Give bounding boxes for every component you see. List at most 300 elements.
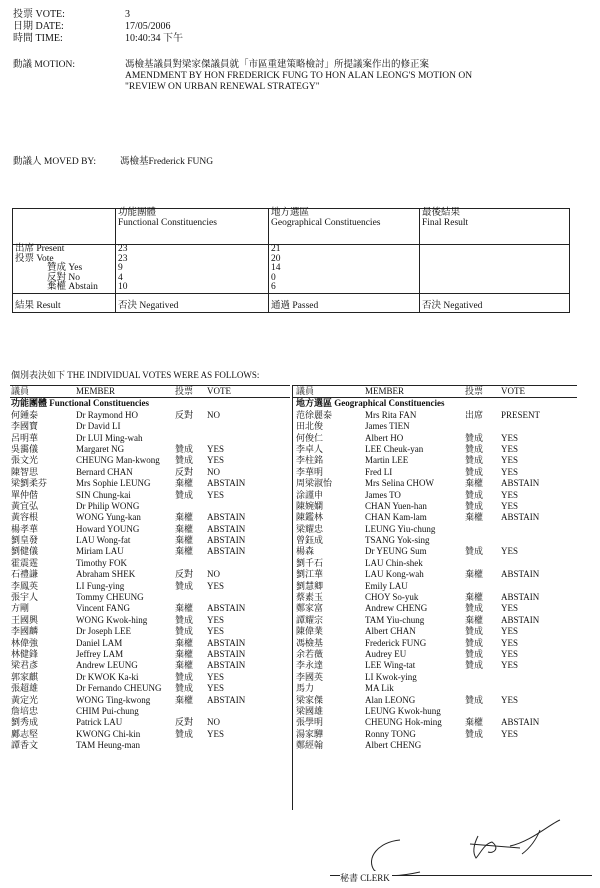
- geographical-section-title: 地方選區 Geographical Constituencies: [296, 398, 445, 409]
- abstain-label: 棄權 Abstain: [47, 282, 98, 293]
- vote-english: ABSTAIN: [501, 614, 540, 625]
- vote-english: YES: [501, 626, 519, 637]
- vote-english: ABSTAIN: [207, 478, 246, 489]
- vote-chinese: 棄權: [175, 603, 194, 614]
- member-name-chinese: 梁家傑: [296, 694, 324, 705]
- motion-label: 動議 MOTION:: [13, 60, 76, 70]
- geographical-members: [293, 410, 577, 752]
- member-row: [10, 649, 290, 660]
- motion-title-english-cont: "REVIEW ON URBAN RENEWAL STRATEGY": [125, 82, 320, 92]
- member-name-english: Howard YOUNG: [76, 523, 140, 534]
- member-name-chinese: 余若薇: [296, 648, 324, 659]
- vote-chinese: 贊成: [175, 614, 194, 625]
- vote-english: YES: [207, 626, 225, 637]
- vote-chinese: 棄權: [465, 614, 484, 625]
- member-name-english: CHIM Pui-chung: [76, 705, 139, 716]
- gc-result: 通過 Passed: [269, 293, 420, 312]
- fc-abstain: 10: [118, 282, 128, 293]
- vote-english: YES: [501, 546, 519, 557]
- member-name-english: Martin LEE: [365, 455, 409, 466]
- vote-chinese: 反對: [175, 409, 194, 420]
- vote-chinese: 棄權: [465, 512, 484, 523]
- member-name-english: Dr David LI: [76, 421, 121, 432]
- member-row: [10, 467, 290, 478]
- member-row: [10, 490, 290, 501]
- member-row: [10, 410, 290, 421]
- member-row: [10, 558, 290, 569]
- member-row: [10, 524, 290, 535]
- member-row: [293, 581, 577, 592]
- member-row: [293, 478, 577, 489]
- member-row: [293, 695, 577, 706]
- yes-label: 贊成 Yes: [47, 263, 83, 274]
- vote-english: ABSTAIN: [207, 523, 246, 534]
- member-name-english: Frederick FUNG: [365, 637, 427, 648]
- vote-english: ABSTAIN: [501, 717, 540, 728]
- member-name-english: Dr Joseph LEE: [76, 626, 131, 637]
- member-name-english: Fred LI: [365, 466, 393, 477]
- vote-chinese: 贊成: [175, 626, 194, 637]
- member-name-english: Bernard CHAN: [76, 466, 133, 477]
- member-name-chinese: 陳鑑林: [296, 512, 324, 523]
- final-result-header: 最後結果 Final Result: [420, 209, 570, 245]
- member-name-english: Dr Philip WONG: [76, 500, 140, 511]
- member-name-chinese: 李卓人: [296, 443, 324, 454]
- vote-chinese: 棄權: [175, 478, 194, 489]
- member-name-chinese: 李華明: [296, 466, 324, 477]
- member-name-chinese: 何俊仁: [296, 432, 324, 443]
- member-name-english: LEE Cheuk-yan: [365, 443, 424, 454]
- gc-abstain: 6: [271, 282, 276, 293]
- member-name-chinese: 田北俊: [296, 421, 324, 432]
- functional-members: [10, 410, 290, 752]
- motion-title-chinese: 馮檢基議員對梁家傑議員就「市區重建策略檢討」所提議案作出的修正案: [125, 60, 430, 70]
- member-name-english: Dr YEUNG Sum: [365, 546, 427, 557]
- member-name-chinese: 譚香文: [11, 740, 39, 751]
- member-row: [10, 546, 290, 557]
- gc-no: 0: [271, 272, 276, 283]
- member-row: [10, 660, 290, 671]
- member-name-english: TAM Yiu-chung: [365, 614, 425, 625]
- motion-title-english: AMENDMENT BY HON FREDERICK FUNG TO HON ALAN LEONG'S MOTION ON: [125, 71, 473, 81]
- member-name-english: CHOY So-yuk: [365, 592, 419, 603]
- vote-english: YES: [501, 443, 519, 454]
- vote-chinese: 棄權: [465, 717, 484, 728]
- vote-chinese: 贊成: [175, 489, 194, 500]
- fc-result: 否決 Negatived: [116, 293, 269, 312]
- vote-chinese: 棄權: [465, 592, 484, 603]
- vote-english: YES: [501, 637, 519, 648]
- vote-english: ABSTAIN: [207, 535, 246, 546]
- member-name-english: WONG Ting-kwong: [76, 694, 151, 705]
- vote-english: YES: [207, 489, 225, 500]
- member-name-english: Timothy FOK: [76, 557, 127, 568]
- member-name-chinese: 李柱銘: [296, 455, 324, 466]
- vote-chinese: 棄權: [175, 660, 194, 671]
- member-row: [293, 729, 577, 740]
- vote-number-value: 3: [125, 9, 130, 20]
- member-name-chinese: 吳靄儀: [11, 443, 39, 454]
- member-row: [10, 729, 290, 740]
- time-label: 時間 TIME:: [13, 33, 63, 44]
- member-name-english: Tommy CHEUNG: [76, 592, 144, 603]
- member-name-english: Mrs Sophie LEUNG: [76, 478, 151, 489]
- vote-chinese: 贊成: [175, 671, 194, 682]
- vote-chinese: 贊成: [465, 694, 484, 705]
- member-name-english: Albert CHENG: [365, 740, 422, 751]
- vote-english: YES: [207, 443, 225, 454]
- member-name-chinese: 張文光: [11, 455, 39, 466]
- member-name-english: SIN Chung-kai: [76, 489, 131, 500]
- member-name-chinese: 郭家麒: [11, 671, 39, 682]
- member-name-chinese: 林健鋒: [11, 648, 39, 659]
- vote-english: ABSTAIN: [207, 637, 246, 648]
- member-name-english: Andrew LEUNG: [76, 660, 138, 671]
- vote-english: YES: [207, 728, 225, 739]
- member-name-english: Mrs Rita FAN: [365, 409, 417, 420]
- vote-english: ABSTAIN: [207, 694, 246, 705]
- member-name-english: Dr LUI Ming-wah: [76, 432, 143, 443]
- vote-chinese: 棄權: [175, 637, 194, 648]
- member-name-chinese: 鄭經翰: [296, 740, 324, 751]
- member-name-chinese: 李國寶: [11, 421, 39, 432]
- vote-chinese: 贊成: [465, 648, 484, 659]
- gc-vote: 20: [271, 253, 281, 264]
- vote-english: NO: [207, 409, 220, 420]
- member-name-english: Albert CHAN: [365, 626, 416, 637]
- vote-chinese: 棄權: [465, 569, 484, 580]
- member-name-chinese: 鄺志堅: [11, 728, 39, 739]
- member-row: [10, 626, 290, 637]
- moved-by-label: 動議人 MOVED BY:: [13, 157, 97, 167]
- member-row: [293, 603, 577, 614]
- date-value: 17/05/2006: [125, 21, 171, 32]
- member-name-chinese: 李鳳英: [11, 580, 39, 591]
- member-row: [10, 592, 290, 603]
- member-name-english: James TIEN: [365, 421, 410, 432]
- member-name-chinese: 陳偉業: [296, 626, 324, 637]
- vote-chinese: 贊成: [465, 660, 484, 671]
- member-row: [293, 558, 577, 569]
- member-row: [293, 717, 577, 728]
- member-row: [293, 569, 577, 580]
- member-name-english: Mrs Selina CHOW: [365, 478, 434, 489]
- member-name-english: Albert HO: [365, 432, 404, 443]
- member-row: [293, 455, 577, 466]
- member-row: [10, 740, 290, 751]
- vote-english: YES: [501, 455, 519, 466]
- member-name-english: Andrew CHENG: [365, 603, 428, 614]
- member-name-chinese: 周梁淑怡: [296, 478, 333, 489]
- member-name-chinese: 單仲偕: [11, 489, 39, 500]
- vote-english: ABSTAIN: [207, 546, 246, 557]
- member-row: [10, 421, 290, 432]
- time-value: 10:40:34 下午: [125, 33, 184, 44]
- member-row: [10, 581, 290, 592]
- member-name-english: LI Kwok-ying: [365, 671, 417, 682]
- member-name-english: LEE Wing-tat: [365, 660, 416, 671]
- vote-english: ABSTAIN: [207, 512, 246, 523]
- member-name-chinese: 方剛: [11, 603, 30, 614]
- present-label: 出席 Present: [15, 244, 65, 254]
- member-row: [10, 433, 290, 444]
- vote-english: YES: [207, 614, 225, 625]
- vote-chinese: 贊成: [465, 637, 484, 648]
- member-name-chinese: 劉慧卿: [296, 580, 324, 591]
- vote-chinese: 贊成: [465, 603, 484, 614]
- member-name-chinese: 石禮謙: [11, 569, 39, 580]
- vote-english: YES: [207, 683, 225, 694]
- member-name-chinese: 陳智思: [11, 466, 39, 477]
- vote-english: YES: [501, 466, 519, 477]
- vote-chinese: 反對: [175, 717, 194, 728]
- vote-english: YES: [207, 671, 225, 682]
- member-name-chinese: 劉健儀: [11, 546, 39, 557]
- clerk-label: 秘書 CLERK: [340, 873, 390, 883]
- member-name-chinese: 李國麟: [11, 626, 39, 637]
- member-row: [10, 717, 290, 728]
- member-name-chinese: 湯家驊: [296, 728, 324, 739]
- member-name-chinese: 詹培忠: [11, 705, 39, 716]
- member-row: [293, 672, 577, 683]
- clerk-signature: [360, 818, 600, 878]
- vote-chinese: 反對: [175, 466, 194, 477]
- member-name-english: LAU Kong-wah: [365, 569, 424, 580]
- vote-english: YES: [207, 580, 225, 591]
- vote-english: ABSTAIN: [207, 648, 246, 659]
- member-row: [10, 535, 290, 546]
- member-row: [293, 683, 577, 694]
- gc-yes: 14: [271, 263, 281, 274]
- member-name-chinese: 鄭家富: [296, 603, 324, 614]
- member-name-english: CHEUNG Hok-ming: [365, 717, 442, 728]
- member-name-chinese: 劉江華: [296, 569, 324, 580]
- vote-english: YES: [501, 489, 519, 500]
- member-row: [293, 615, 577, 626]
- vote-chinese: 贊成: [465, 432, 484, 443]
- functional-header: 功能團體 Functional Constituencies: [116, 209, 269, 245]
- member-name-chinese: 涂謹申: [296, 489, 324, 500]
- member-name-english: Dr Raymond HO: [76, 409, 138, 420]
- vote-chinese: 棄權: [175, 546, 194, 557]
- member-row: [10, 615, 290, 626]
- vote-english: ABSTAIN: [501, 478, 540, 489]
- vote-chinese: 贊成: [465, 546, 484, 557]
- member-name-chinese: 馮檢基: [296, 637, 324, 648]
- vote-english: YES: [501, 603, 519, 614]
- vote-chinese: 棄權: [465, 478, 484, 489]
- vote-summary-table: [12, 208, 570, 313]
- gc-present: 21: [271, 244, 281, 254]
- vote-english: YES: [501, 728, 519, 739]
- member-row: [293, 740, 577, 751]
- member-name-english: Vincent FANG: [76, 603, 131, 614]
- member-row: [10, 478, 290, 489]
- member-name-english: LI Fung-ying: [76, 580, 125, 591]
- member-name-chinese: 陳婉嫻: [296, 500, 324, 511]
- member-name-chinese: 楊孝華: [11, 523, 39, 534]
- member-row: [293, 512, 577, 523]
- member-row: [293, 649, 577, 660]
- member-name-chinese: 李國英: [296, 671, 324, 682]
- member-name-chinese: 梁國雄: [296, 705, 324, 716]
- vote-chinese: 贊成: [465, 466, 484, 477]
- member-name-english: Margaret NG: [76, 443, 125, 454]
- member-row: [293, 546, 577, 557]
- vote-chinese: 贊成: [175, 455, 194, 466]
- member-name-english: TAM Heung-man: [76, 740, 141, 751]
- member-name-english: TSANG Yok-sing: [365, 535, 430, 546]
- vote-number-label: 投票 VOTE:: [13, 9, 65, 20]
- geographical-header: 地方選區 Geographical Constituencies: [269, 209, 420, 245]
- member-row: [10, 706, 290, 717]
- member-name-english: LAU Chin-shek: [365, 557, 423, 568]
- member-name-english: Dr KWOK Ka-ki: [76, 671, 139, 682]
- member-name-english: Patrick LAU: [76, 717, 123, 728]
- member-name-chinese: 劉皇發: [11, 535, 39, 546]
- member-name-english: LEUNG Yiu-chung: [365, 523, 436, 534]
- member-name-chinese: 劉秀成: [11, 717, 39, 728]
- member-name-english: Jeffrey LAM: [76, 648, 124, 659]
- member-row: [293, 660, 577, 671]
- member-name-chinese: 霍震霆: [11, 557, 39, 568]
- member-row: [293, 501, 577, 512]
- member-name-english: James TO: [365, 489, 401, 500]
- vote-chinese: 贊成: [465, 455, 484, 466]
- member-name-english: CHAN Yuen-han: [365, 500, 427, 511]
- member-name-english: LAU Wong-fat: [76, 535, 131, 546]
- vote-english: YES: [207, 455, 225, 466]
- vote-chinese: 贊成: [465, 443, 484, 454]
- member-name-chinese: 張學明: [296, 717, 324, 728]
- member-name-english: CHEUNG Man-kwong: [76, 455, 160, 466]
- vote-english: ABSTAIN: [207, 660, 246, 671]
- summary-header-row: [13, 209, 570, 245]
- member-name-english: Audrey EU: [365, 648, 407, 659]
- vote-chinese: 贊成: [465, 489, 484, 500]
- functional-section-title: 功能團體 Functional Constituencies: [11, 398, 150, 409]
- member-row: [293, 626, 577, 637]
- vote-english: PRESENT: [501, 409, 541, 420]
- member-name-chinese: 黃宜弘: [11, 500, 39, 511]
- member-row: [293, 524, 577, 535]
- fc-vote: 23: [118, 253, 128, 264]
- member-name-chinese: 黃容根: [11, 512, 39, 523]
- member-row: [10, 638, 290, 649]
- no-label: 反對 No: [47, 272, 80, 283]
- vote-english: YES: [501, 500, 519, 511]
- final-result: 否決 Negatived: [420, 293, 570, 312]
- vote-chinese: 棄權: [175, 512, 194, 523]
- summary-result-row: [13, 293, 570, 312]
- member-row: [293, 444, 577, 455]
- vote-english: YES: [501, 660, 519, 671]
- member-name-english: MA Lik: [365, 683, 394, 694]
- vote-english: YES: [501, 648, 519, 659]
- member-name-chinese: 馬力: [296, 683, 315, 694]
- member-name-chinese: 曾鈺成: [296, 535, 324, 546]
- vote-english: YES: [501, 432, 519, 443]
- vote-chinese: 贊成: [465, 500, 484, 511]
- member-name-chinese: 梁君彥: [11, 660, 39, 671]
- member-name-chinese: 呂明華: [11, 432, 39, 443]
- member-name-chinese: 蔡素玉: [296, 592, 324, 603]
- fc-yes: 9: [118, 263, 123, 274]
- member-name-english: CHAN Kam-lam: [365, 512, 427, 523]
- vote-chinese: 棄權: [175, 523, 194, 534]
- member-name-chinese: 劉千石: [296, 557, 324, 568]
- member-name-chinese: 林偉強: [11, 637, 39, 648]
- member-name-chinese: 梁劉柔芬: [11, 478, 48, 489]
- member-name-english: Emily LAU: [365, 580, 408, 591]
- member-row: [293, 433, 577, 444]
- column-header: 議員 MEMBER 投票 VOTE: [293, 385, 577, 398]
- vote-english: NO: [207, 717, 220, 728]
- vote-chinese: 反對: [175, 569, 194, 580]
- member-row: [10, 501, 290, 512]
- member-row: [293, 410, 577, 421]
- vote-chinese: 贊成: [175, 580, 194, 591]
- member-name-chinese: 梁耀忠: [296, 523, 324, 534]
- fc-present: 23: [118, 244, 128, 254]
- member-name-english: WONG Kwok-hing: [76, 614, 148, 625]
- summary-counts-row: [13, 245, 570, 294]
- member-row: [10, 569, 290, 580]
- vote-chinese: 贊成: [465, 626, 484, 637]
- member-row: [10, 603, 290, 614]
- member-name-english: Daniel LAM: [76, 637, 123, 648]
- member-row: [293, 421, 577, 432]
- member-name-english: LEUNG Kwok-hung: [365, 705, 441, 716]
- vote-chinese: 出席: [465, 409, 484, 420]
- member-name-chinese: 何鍾泰: [11, 409, 39, 420]
- member-name-chinese: 黃定光: [11, 694, 39, 705]
- member-name-chinese: 張超雄: [11, 683, 39, 694]
- vote-chinese: 贊成: [175, 443, 194, 454]
- vote-english: ABSTAIN: [501, 512, 540, 523]
- vote-chinese: 棄權: [175, 535, 194, 546]
- member-row: [10, 695, 290, 706]
- member-row: [10, 683, 290, 694]
- member-row: [293, 467, 577, 478]
- member-name-english: Ronny TONG: [365, 728, 416, 739]
- date-label: 日期 DATE:: [13, 21, 64, 32]
- vote-english: ABSTAIN: [501, 569, 540, 580]
- member-name-english: Miriam LAU: [76, 546, 124, 557]
- vote-english: NO: [207, 569, 220, 580]
- vote-chinese: 贊成: [175, 728, 194, 739]
- vote-english: YES: [501, 694, 519, 705]
- member-row: [10, 512, 290, 523]
- member-row: [10, 444, 290, 455]
- vote-english: ABSTAIN: [501, 592, 540, 603]
- vote-chinese: 棄權: [175, 648, 194, 659]
- vote-label: 投票 Vote: [15, 253, 54, 264]
- geographical-column: [292, 385, 577, 810]
- individual-votes-title: 個別表決如下 THE INDIVIDUAL VOTES WERE AS FOLLOWS:: [11, 370, 260, 380]
- functional-column: [10, 385, 290, 752]
- member-name-chinese: 范徐麗泰: [296, 409, 333, 420]
- member-name-english: Abraham SHEK: [76, 569, 136, 580]
- member-row: [293, 490, 577, 501]
- moved-by-value: 馮檢基Frederick FUNG: [120, 157, 214, 167]
- member-name-english: Dr Fernando CHEUNG: [76, 683, 162, 694]
- member-name-english: WONG Yung-kan: [76, 512, 141, 523]
- member-row: [293, 535, 577, 546]
- vote-english: NO: [207, 466, 220, 477]
- result-label: 結果 Result: [13, 293, 116, 312]
- member-name-chinese: 楊森: [296, 546, 315, 557]
